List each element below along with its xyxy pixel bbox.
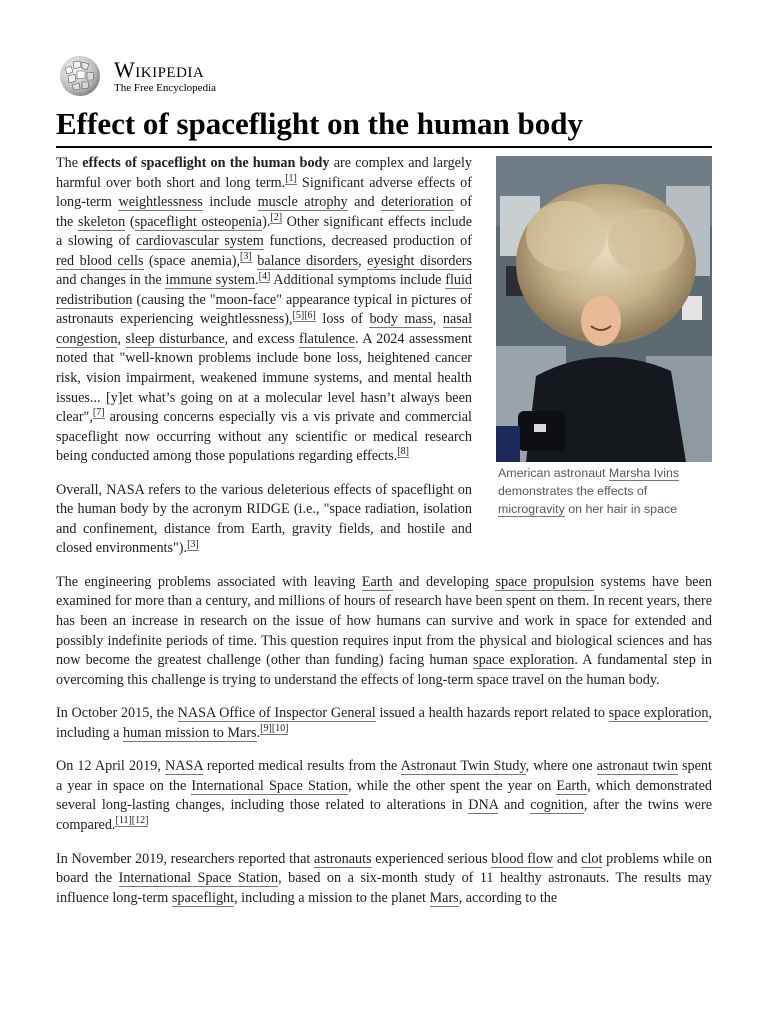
article-page — [56, 54, 712, 922]
reference-link[interactable]: [10] — [271, 723, 289, 735]
link-nasa[interactable]: NASA — [164, 758, 203, 775]
link-space-propulsion[interactable]: space propulsion — [495, 573, 595, 590]
paragraph-engineering: The engineering problems associated with leaving Earth and developing space propulsion systems have been examined for more than a century, and millions of hours of research have been spent on them. In recent years, there has been an increase in research on the issue of how humans can survive and work in space for extended and possibly indefinite periods of time. This question requires input from the physical and biological sciences and has now become the greatest challenge (other than funding) facing human space exploration. A fundamental step in overcoming this challenge is trying to understand the effects of long-term space travel on the human body. — [56, 573, 713, 688]
link-spaceflight[interactable]: spaceflight — [171, 889, 235, 906]
reference-link[interactable]: [12] — [131, 815, 149, 827]
link-dna[interactable]: DNA — [468, 797, 499, 814]
link-cognition[interactable]: cognition — [530, 797, 584, 814]
link-skeleton[interactable]: skeleton — [77, 213, 126, 230]
link-weightlessness[interactable]: weightlessness — [118, 194, 203, 211]
link-mars[interactable]: Mars — [429, 889, 459, 906]
paragraph-intro: The effects of spaceflight on the human body are complex and largely harmful over both short and long term.[1] Significant adverse effects of long-term weightlessness include muscle atrophy and deterioration of the skeleton (spaceflight osteopenia).[2] Other significant effects include a slowing of cardiovascular system functions, decreased production of red blood cells (space anemia),[3] balance disorders, eyesight disorders and changes in the immune system.[4] Additional symptoms include fluid redistribution (causing the "moon-face" appearance typical in pictures of astronauts experiencing weightlessness),[5][6] loss of body mass, nasal congestion, sleep disturbance, and excess flatulence. A 2024 assessment noted that "well-known problems include bone loss, heightened cancer risk, vision impairment, weakened immune systems, and mental health issues... [y]et what’s going on at a molecular level hasn’t always been clear",[7] arousing concerns especially vis a vis private and commercial spaceflight now occurring without any scientific or medical research being conducted among those populations regarding effects.[8] — [56, 155, 473, 465]
link-flatulence[interactable]: flatulence — [299, 330, 355, 347]
link-sleep-disturbance[interactable]: sleep disturbance — [125, 330, 225, 347]
reference-link[interactable]: [8] — [397, 446, 409, 458]
astronaut-photo[interactable] — [496, 156, 712, 462]
reference-link[interactable]: [3] — [240, 251, 252, 262]
paragraph-ridge: Overall, NASA refers to the various deleterious effects of spaceflight on the human body by the acronym RIDGE (i.e., "space radiation, isolation and confinement, distance from Earth, gravity fields, and hostile and closed environments").[3] — [56, 481, 472, 557]
link-earth[interactable]: Earth — [361, 573, 393, 590]
link-eyesight-disorders[interactable]: eyesight disorders — [367, 252, 472, 269]
link-balance-disorders[interactable]: balance disorders — [257, 252, 359, 269]
link-international-space-station[interactable]: International Space Station — [118, 870, 279, 887]
link-space-exploration[interactable]: space exploration — [473, 652, 575, 669]
link-nasal-congestion[interactable]: nasal congestion — [56, 311, 473, 347]
link-clot[interactable]: clot — [581, 850, 603, 867]
link-human-mission-to-mars[interactable]: human mission to Mars — [122, 724, 257, 741]
site-header — [56, 54, 712, 98]
paragraph-twin-study: On 12 April 2019, NASA reported medical results from the Astronaut Twin Study, where one astronaut twin spent a year in space on the International Space Station, while the other spent the year on Earth, which demonstrated several long-lasting changes, including those related to alterations in DNA and cognition, after the twins were compared.[11][12] — [56, 758, 712, 833]
caption-link-microgravity[interactable]: microgravity — [498, 502, 565, 516]
reference-link[interactable]: [11] — [115, 815, 132, 827]
link-spaceflight-osteopenia[interactable]: spaceflight osteopenia — [134, 213, 263, 230]
reference-link[interactable]: [7] — [92, 407, 105, 419]
site-wordmark[interactable]: Wikipedia — [114, 56, 205, 82]
link-fluid-redistribution[interactable]: fluid redistribution — [56, 272, 473, 308]
article-title: Effect of spaceflight on the human body — [56, 106, 712, 148]
paragraph-oig-report: In October 2015, the NASA Office of Inspector General issued a health hazards report related to space exploration, including a human mission to Mars.[9][10] — [56, 705, 712, 741]
reference-link[interactable]: [3] — [187, 538, 199, 550]
article-body — [56, 154, 712, 908]
reference-link[interactable]: [5] — [292, 309, 305, 321]
link-deterioration[interactable]: deterioration — [381, 194, 454, 211]
link-space-exploration[interactable]: space exploration — [608, 705, 709, 722]
link-nasa-oig[interactable]: NASA Office of Inspector General — [177, 705, 376, 722]
link-astronaut-twin-study[interactable]: Astronaut Twin Study — [400, 758, 526, 775]
link-international-space-station[interactable]: International Space Station — [191, 777, 349, 794]
caption-link-marsha-ivins[interactable]: Marsha Ivins — [608, 466, 680, 480]
link-astronauts[interactable]: astronauts — [314, 850, 372, 867]
paragraph-blood-flow: In November 2019, researchers reported that astronauts experienced serious blood flow and clot problems while on board the International Space Station, based on a six-month study of 11 healthy astronauts. The results may influence long-term spaceflight, including a mission to the planet Mars, according to the — [56, 850, 713, 906]
link-blood-flow[interactable]: blood flow — [491, 850, 554, 867]
link-red-blood-cells[interactable]: red blood cells — [56, 252, 144, 269]
link-moon-face[interactable]: moon-face — [215, 291, 277, 308]
figure-caption: American astronaut Marsha Ivins demonstrates the effects of microgravity on her hair in space — [498, 466, 680, 516]
link-immune-system[interactable]: immune system — [165, 272, 256, 289]
wikipedia-globe-logo[interactable] — [56, 54, 104, 98]
infobox-figure — [496, 156, 712, 518]
reference-link[interactable]: [2] — [270, 211, 283, 223]
link-cardiovascular-system[interactable]: cardiovascular system — [136, 233, 264, 250]
reference-link[interactable]: [1] — [285, 172, 297, 184]
link-astronaut-twin[interactable]: astronaut twin — [596, 758, 678, 775]
reference-link[interactable]: [9] — [260, 723, 272, 735]
link-muscle-atrophy[interactable]: muscle atrophy — [257, 194, 348, 211]
link-earth[interactable]: Earth — [556, 777, 588, 794]
site-tagline: The Free Encyclopedia — [114, 81, 217, 94]
reference-link[interactable]: [6] — [304, 309, 316, 321]
reference-link[interactable]: [4] — [258, 270, 271, 282]
link-body-mass[interactable]: body mass — [369, 311, 433, 328]
